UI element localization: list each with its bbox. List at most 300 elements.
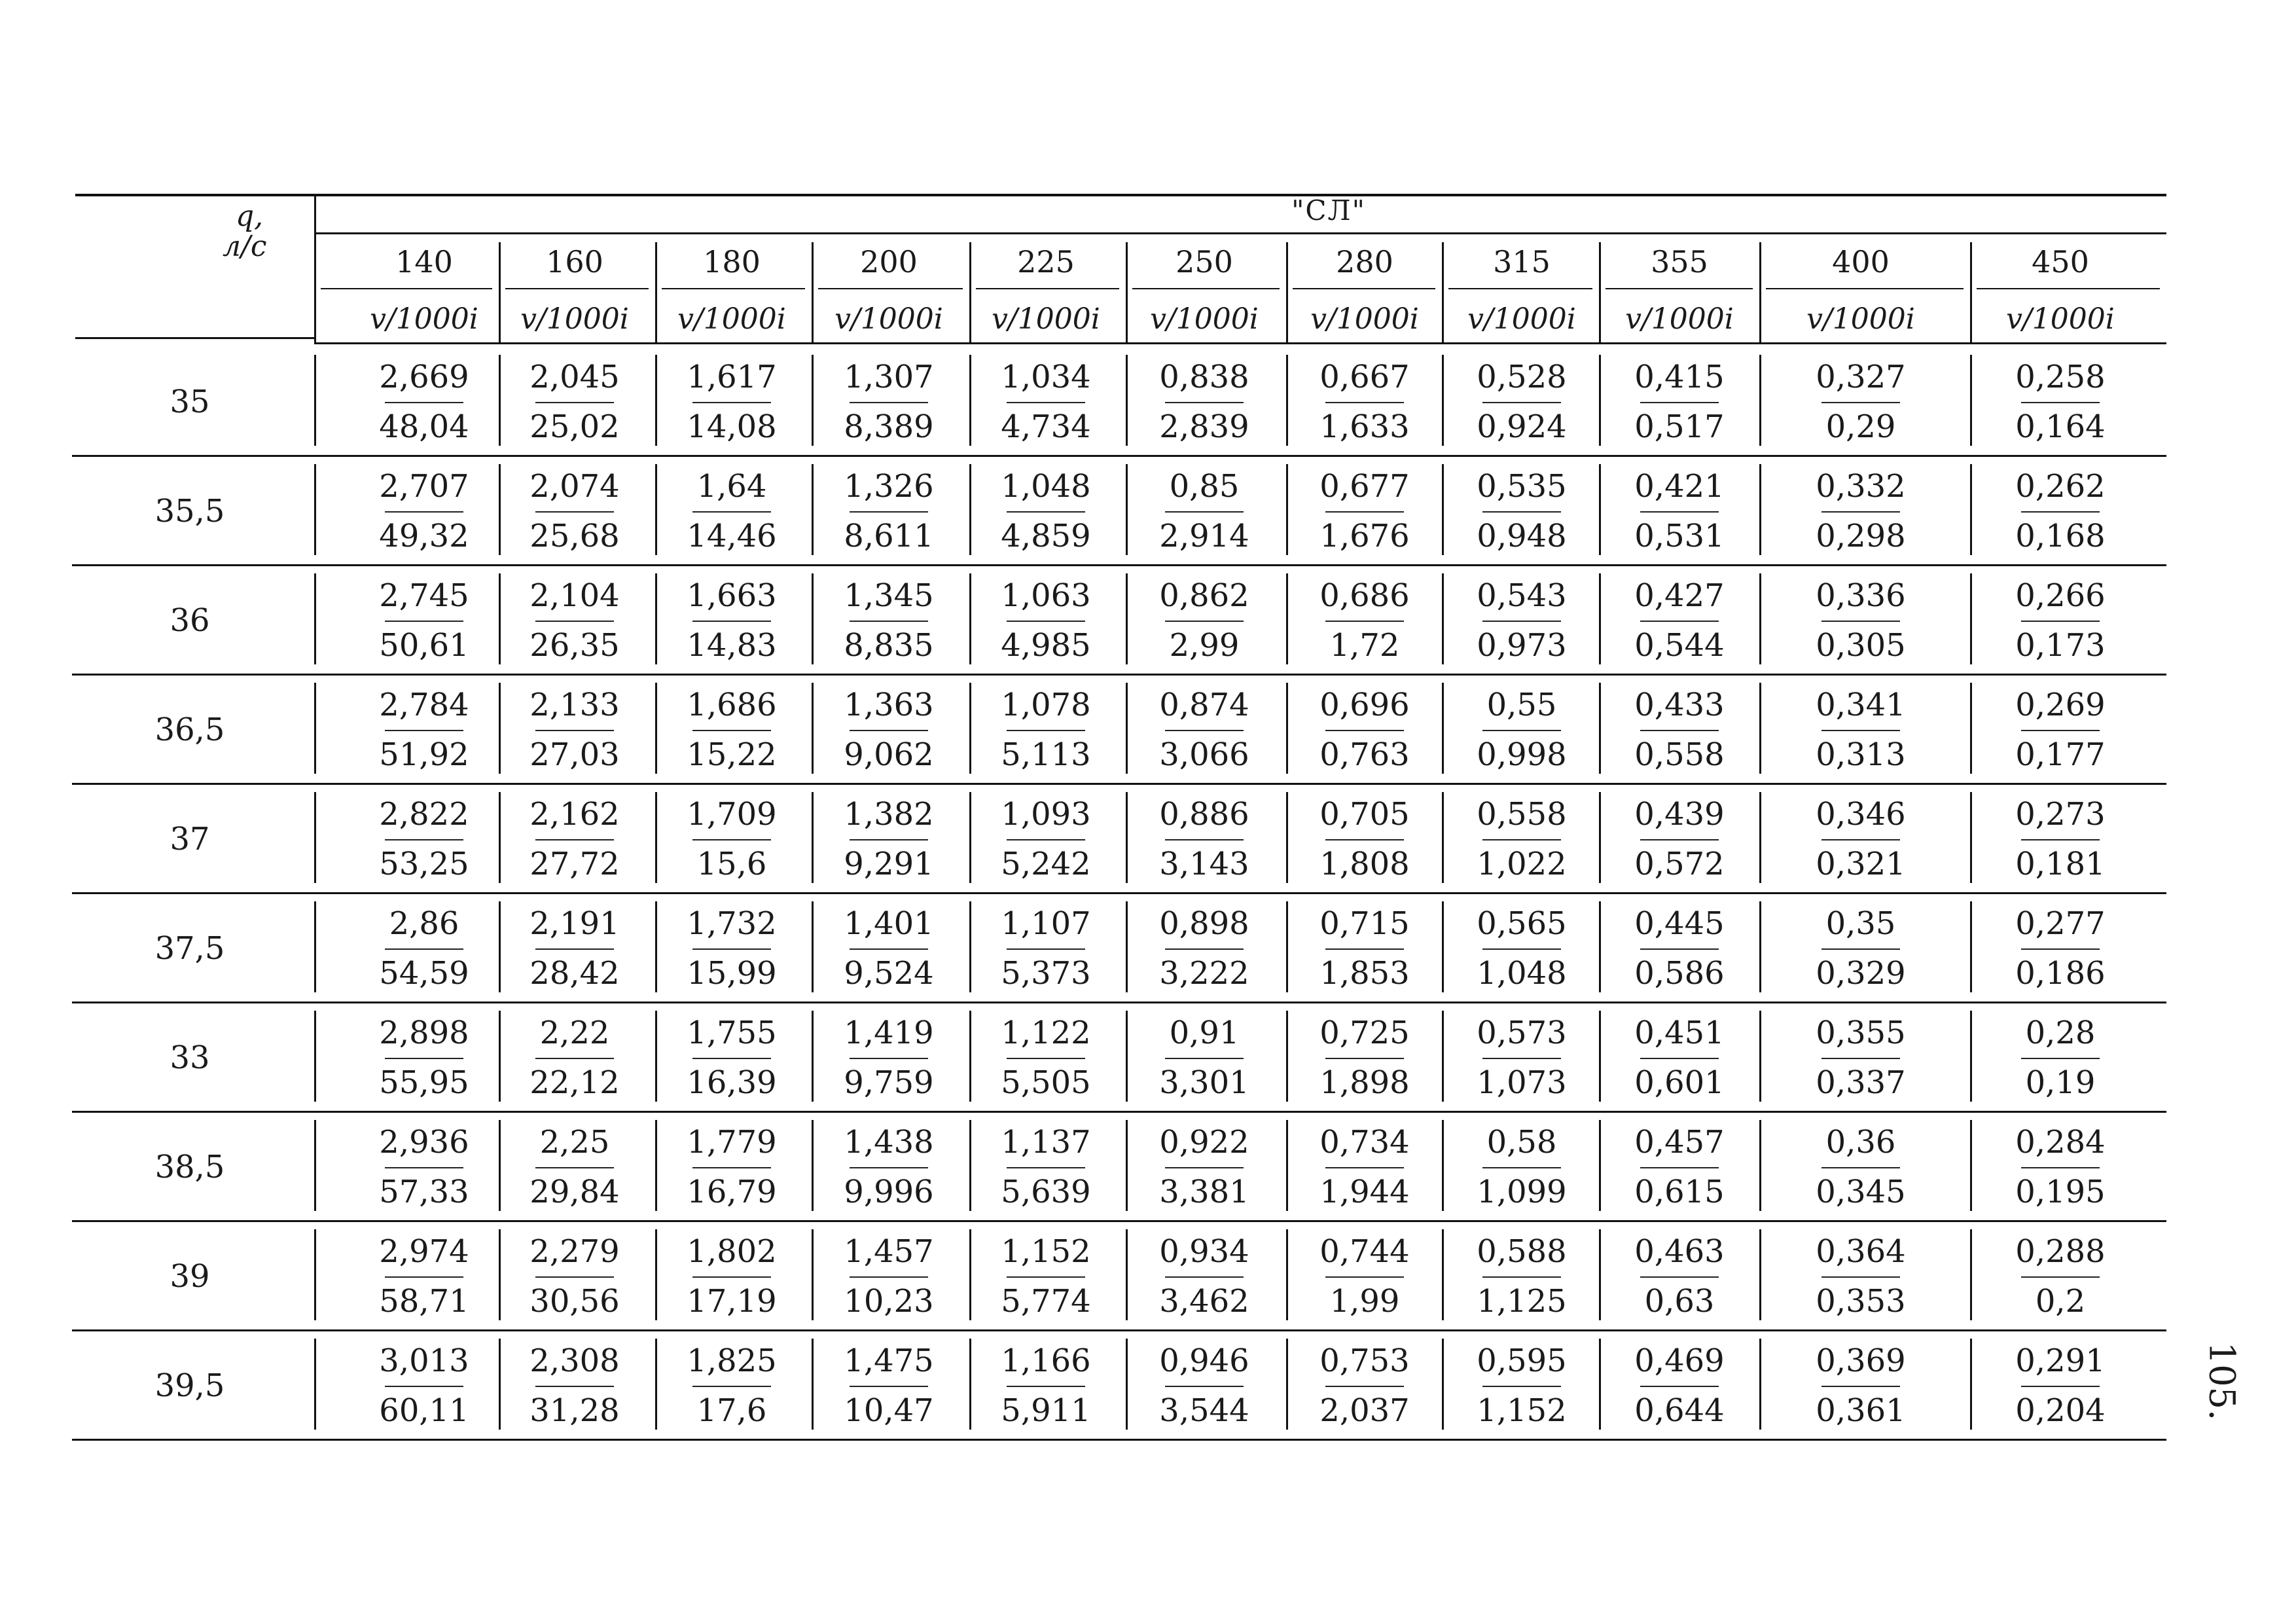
head-loss-value: 48,04 [379,408,469,445]
head-loss-value: 5,505 [1001,1064,1091,1101]
head-loss-value: 2,99 [1169,626,1240,664]
velocity-value: 2,707 [379,467,469,505]
head-loss-value: 15,99 [687,954,777,992]
velocity-value: 0,696 [1319,686,1410,723]
head-loss-value: 0,615 [1634,1173,1725,1210]
row-rule [72,1001,2166,1003]
fraction-bar [1640,730,1719,731]
velocity-value: 2,045 [529,358,620,395]
column-separator [1286,573,1288,664]
fraction-bar [850,730,928,731]
head-loss-value: 5,911 [1001,1392,1091,1429]
fraction-bar [1482,839,1561,840]
fraction-bar [1007,1167,1085,1168]
column-separator [655,1011,657,1102]
column-separator [499,901,501,992]
column-separator [1286,464,1288,555]
fraction-bar [1821,1167,1900,1168]
velocity-value: 0,262 [2015,467,2106,505]
head-loss-value: 5,242 [1001,845,1091,882]
head-loss-value: 0,558 [1634,736,1725,773]
column-separator [655,1229,657,1320]
velocity-value: 0,535 [1477,467,1567,505]
velocity-value: 0,886 [1159,795,1249,833]
diameter-450: 450 [2032,244,2089,280]
column-separator [969,573,971,664]
diameter-200: 200 [860,244,918,280]
row-rule [72,1329,2166,1331]
velocity-value: 2,162 [529,795,620,833]
head-loss-value: 5,639 [1001,1173,1091,1210]
fraction-bar [850,948,928,950]
column-separator [1599,901,1601,992]
fraction-bar [1007,621,1085,622]
head-loss-value: 2,037 [1319,1392,1410,1429]
column-separator [499,464,501,555]
head-loss-value: 15,6 [696,845,767,882]
column-separator [499,683,501,774]
velocity-value: 1,326 [844,467,934,505]
velocity-value: 0,55 [1486,686,1557,723]
velocity-value: 3,013 [379,1342,469,1379]
column-separator [812,1229,814,1320]
head-loss-value: 0,164 [2015,408,2106,445]
fraction-bar [2021,511,2100,513]
velocity-value: 0,595 [1477,1342,1567,1379]
velocity-value: 1,457 [844,1233,934,1270]
head-loss-value: 25,68 [529,517,620,554]
row-rule [72,1439,2166,1441]
velocity-value: 1,475 [844,1342,934,1379]
velocity-value: 0,898 [1159,905,1249,942]
column-separator [1286,1339,1288,1430]
q-value: 37,5 [154,929,225,967]
column-separator [1599,1229,1601,1320]
velocity-value: 0,269 [2015,686,2106,723]
velocity-value: 1,063 [1001,577,1091,614]
head-loss-value: 0,186 [2015,954,2106,992]
velocity-value: 0,946 [1159,1342,1249,1379]
fraction-bar [1325,1167,1404,1168]
fraction-bar [1325,1058,1404,1059]
velocity-value: 2,745 [379,577,469,614]
column-separator [314,901,316,992]
column-separator [655,1339,657,1430]
column-separator [655,573,657,664]
head-loss-value: 17,19 [687,1282,777,1320]
velocity-value: 2,22 [539,1014,610,1051]
head-loss-value: 0,517 [1634,408,1725,445]
column-separator [1599,1120,1601,1211]
column-separator [969,683,971,774]
unit-label: v/1000i [1625,302,1734,336]
diameter-180: 180 [703,244,761,280]
fraction-bar [850,1276,928,1278]
column-separator [1286,1229,1288,1320]
group-header: "СЛ" [1291,194,1366,226]
velocity-value: 0,588 [1477,1233,1567,1270]
head-loss-value: 0,973 [1477,626,1567,664]
head-loss-value: 60,11 [379,1392,469,1429]
velocity-value: 0,734 [1319,1123,1410,1161]
column-separator [1126,355,1128,446]
fraction-bar [692,511,771,513]
column-separator [1442,683,1444,774]
velocity-value: 1,401 [844,905,934,942]
column-separator [1442,573,1444,664]
head-loss-value: 31,28 [529,1392,620,1429]
column-separator [1126,683,1128,774]
fraction-bar [1325,402,1404,403]
column-separator [1759,1229,1761,1320]
q-value: 39 [170,1257,210,1295]
column-separator [1970,464,1972,555]
column-separator [1126,464,1128,555]
fraction-bar [1325,621,1404,622]
column-header-separator [969,242,971,342]
column-separator [812,792,814,883]
column-separator [1126,573,1128,664]
fraction-bar [1640,1058,1719,1059]
velocity-value: 0,528 [1477,358,1567,395]
head-loss-value: 3,381 [1159,1173,1249,1210]
column-separator [1599,792,1601,883]
velocity-value: 0,874 [1159,686,1249,723]
column-separator [314,1120,316,1211]
head-loss-value: 9,524 [844,954,934,992]
row-rule [72,1111,2166,1113]
column-header-separator [1759,242,1761,342]
fraction-bar [1007,1058,1085,1059]
unit-label: v/1000i [1467,302,1576,336]
diameter-underline [505,288,649,289]
fraction-bar [2021,948,2100,950]
velocity-value: 0,753 [1319,1342,1410,1379]
column-separator [969,464,971,555]
head-loss-value: 0,763 [1319,736,1410,773]
fraction-bar [2021,621,2100,622]
fraction-bar [1007,1276,1085,1278]
head-loss-value: 1,944 [1319,1173,1410,1210]
velocity-value: 1,382 [844,795,934,833]
fraction-bar [535,1276,614,1278]
velocity-value: 2,133 [529,686,620,723]
fraction-bar [2021,1386,2100,1387]
fraction-bar [2021,402,2100,403]
fraction-bar [385,839,463,840]
column-separator [1442,1339,1444,1430]
fraction-bar [1007,948,1085,950]
head-loss-value: 3,066 [1159,736,1249,773]
head-loss-value: 29,84 [529,1173,620,1210]
fraction-bar [385,621,463,622]
unit-label: v/1000i [992,302,1100,336]
fraction-bar [1482,402,1561,403]
head-loss-value: 0,195 [2015,1173,2106,1210]
q-value: 36 [170,602,210,639]
column-separator [1126,1339,1128,1430]
column-separator [655,901,657,992]
head-loss-value: 4,859 [1001,517,1091,554]
column-separator [655,792,657,883]
head-loss-value: 14,46 [687,517,777,554]
velocity-value: 2,074 [529,467,620,505]
head-loss-value: 2,839 [1159,408,1249,445]
velocity-value: 0,421 [1634,467,1725,505]
fraction-bar [1640,1167,1719,1168]
head-loss-value: 1,073 [1477,1064,1567,1101]
header-bottom-rule [314,342,2166,344]
fraction-bar [850,621,928,622]
row-rule [72,674,2166,676]
column-separator [1970,901,1972,992]
velocity-value: 0,565 [1477,905,1567,942]
fraction-bar [1325,839,1404,840]
fraction-bar [1165,839,1244,840]
velocity-value: 0,346 [1816,795,1906,833]
fraction-bar [1482,621,1561,622]
head-loss-value: 0,337 [1816,1064,1906,1101]
head-loss-value: 1,633 [1319,408,1410,445]
fraction-bar [850,511,928,513]
diameter-underline [1293,288,1435,289]
column-separator [1970,1011,1972,1102]
fraction-bar [850,402,928,403]
head-loss-value: 10,23 [844,1282,934,1320]
page-number: 105. [2201,1341,2243,1421]
column-separator [1599,1011,1601,1102]
unit-label: v/1000i [370,302,478,336]
fraction-bar [1165,1167,1244,1168]
velocity-value: 0,258 [2015,358,2106,395]
fraction-bar [535,730,614,731]
head-loss-value: 9,759 [844,1064,934,1101]
head-loss-value: 5,113 [1001,736,1091,773]
fraction-bar [1165,948,1244,950]
column-separator [499,355,501,446]
fraction-bar [1007,511,1085,513]
column-separator [655,1120,657,1211]
velocity-value: 0,341 [1816,686,1906,723]
q-value: 36,5 [154,711,225,748]
column-header-separator [1126,242,1128,342]
diameter-160: 160 [546,244,603,280]
velocity-value: 0,291 [2015,1342,2106,1379]
fraction-bar [385,511,463,513]
velocity-value: 0,457 [1634,1123,1725,1161]
fraction-bar [385,1276,463,1278]
head-loss-value: 0,601 [1634,1064,1725,1101]
fraction-bar [2021,1058,2100,1059]
column-separator [1759,355,1761,446]
velocity-value: 0,427 [1634,577,1725,614]
row-rule [72,783,2166,785]
column-separator [1970,792,1972,883]
velocity-value: 0,35 [1825,905,1896,942]
head-loss-value: 0,321 [1816,845,1906,882]
velocity-value: 0,273 [2015,795,2106,833]
column-separator [1126,792,1128,883]
diameter-355: 355 [1651,244,1708,280]
velocity-value: 0,284 [2015,1123,2106,1161]
velocity-value: 2,191 [529,905,620,942]
diameter-underline [818,288,963,289]
column-separator [969,1120,971,1211]
fraction-bar [692,621,771,622]
velocity-value: 1,166 [1001,1342,1091,1379]
velocity-value: 0,439 [1634,795,1725,833]
velocity-value: 0,327 [1816,358,1906,395]
velocity-value: 1,438 [844,1123,934,1161]
head-loss-value: 1,125 [1477,1282,1567,1320]
head-loss-value: 1,152 [1477,1392,1567,1429]
column-separator [499,573,501,664]
velocity-value: 1,663 [687,577,777,614]
head-loss-value: 14,83 [687,626,777,664]
column-separator [1970,1120,1972,1211]
fraction-bar [1821,1276,1900,1278]
column-separator [655,683,657,774]
fraction-bar [1640,511,1719,513]
unit-label: v/1000i [1310,302,1419,336]
fraction-bar [1165,1276,1244,1278]
diameter-underline [976,288,1119,289]
head-loss-value: 27,72 [529,845,620,882]
head-loss-value: 0,298 [1816,517,1906,554]
unit-label: v/1000i [1150,302,1259,336]
head-loss-value: 1,853 [1319,954,1410,992]
unit-label: v/1000i [677,302,786,336]
diameter-400: 400 [1832,244,1890,280]
diameter-underline [662,288,805,289]
velocity-value: 0,91 [1169,1014,1240,1051]
row-rule [72,564,2166,566]
fraction-bar [1640,1276,1719,1278]
fraction-bar [1640,948,1719,950]
head-loss-value: 0,305 [1816,626,1906,664]
fraction-bar [692,1276,771,1278]
velocity-value: 1,732 [687,905,777,942]
fraction-bar [1007,402,1085,403]
fraction-bar [692,1058,771,1059]
velocity-value: 0,463 [1634,1233,1725,1270]
fraction-bar [1821,948,1900,950]
head-loss-value: 15,22 [687,736,777,773]
velocity-value: 0,934 [1159,1233,1249,1270]
head-loss-value: 9,291 [844,845,934,882]
fraction-bar [692,1167,771,1168]
velocity-value: 1,363 [844,686,934,723]
velocity-value: 2,822 [379,795,469,833]
fraction-bar [850,1167,928,1168]
velocity-value: 1,152 [1001,1233,1091,1270]
q-column-header: q, л/с [223,200,267,264]
velocity-value: 0,838 [1159,358,1249,395]
head-loss-value: 1,676 [1319,517,1410,554]
head-loss-value: 30,56 [529,1282,620,1320]
column-header-separator [499,242,501,342]
column-separator [1442,901,1444,992]
head-loss-value: 0,345 [1816,1173,1906,1210]
column-separator [1759,573,1761,664]
diameter-225: 225 [1017,244,1075,280]
velocity-value: 0,415 [1634,358,1725,395]
q-value: 33 [170,1039,210,1076]
velocity-value: 0,862 [1159,577,1249,614]
velocity-value: 0,715 [1319,905,1410,942]
column-header-separator [1599,242,1601,342]
head-loss-value: 0,63 [1644,1282,1715,1320]
fraction-bar [1640,1386,1719,1387]
fraction-bar [850,1386,928,1387]
column-separator [314,683,316,774]
head-loss-value: 22,12 [529,1064,620,1101]
fraction-bar [1325,511,1404,513]
head-loss-value: 17,6 [696,1392,767,1429]
fraction-bar [2021,730,2100,731]
column-separator [1759,683,1761,774]
fraction-bar [535,511,614,513]
fraction-bar [1821,839,1900,840]
q-value: 35,5 [154,492,225,530]
diameter-underline [1448,288,1592,289]
head-loss-value: 3,143 [1159,845,1249,882]
column-separator [1126,1011,1128,1102]
fraction-bar [692,730,771,731]
column-separator [812,1120,814,1211]
velocity-value: 1,078 [1001,686,1091,723]
head-loss-value: 0,173 [2015,626,2106,664]
head-loss-value: 3,301 [1159,1064,1249,1101]
velocity-value: 0,369 [1816,1342,1906,1379]
column-header-separator [1442,242,1444,342]
column-separator [314,1011,316,1102]
fraction-bar [1007,1386,1085,1387]
column-separator [314,792,316,883]
column-separator [969,1229,971,1320]
velocity-value: 1,802 [687,1233,777,1270]
velocity-value: 0,85 [1169,467,1240,505]
column-separator [499,1120,501,1211]
head-loss-value: 4,985 [1001,626,1091,664]
velocity-value: 2,279 [529,1233,620,1270]
head-loss-value: 0,177 [2015,736,2106,773]
fraction-bar [1821,1386,1900,1387]
head-loss-value: 49,32 [379,517,469,554]
head-loss-value: 0,948 [1477,517,1567,554]
row-rule [72,892,2166,894]
head-loss-value: 14,08 [687,408,777,445]
velocity-value: 2,104 [529,577,620,614]
fraction-bar [692,839,771,840]
fraction-bar [1165,1386,1244,1387]
q-value: 37 [170,820,210,857]
row-rule [72,1220,2166,1222]
velocity-value: 0,332 [1816,467,1906,505]
column-separator [812,464,814,555]
velocity-value: 0,433 [1634,686,1725,723]
head-loss-value: 16,39 [687,1064,777,1101]
fraction-bar [385,1167,463,1168]
head-loss-value: 0,204 [2015,1392,2106,1429]
velocity-value: 0,58 [1486,1123,1557,1161]
head-loss-value: 0,531 [1634,517,1725,554]
head-loss-value: 51,92 [379,736,469,773]
head-loss-value: 54,59 [379,954,469,992]
velocity-value: 0,725 [1319,1014,1410,1051]
velocity-value: 1,034 [1001,358,1091,395]
fraction-bar [692,948,771,950]
